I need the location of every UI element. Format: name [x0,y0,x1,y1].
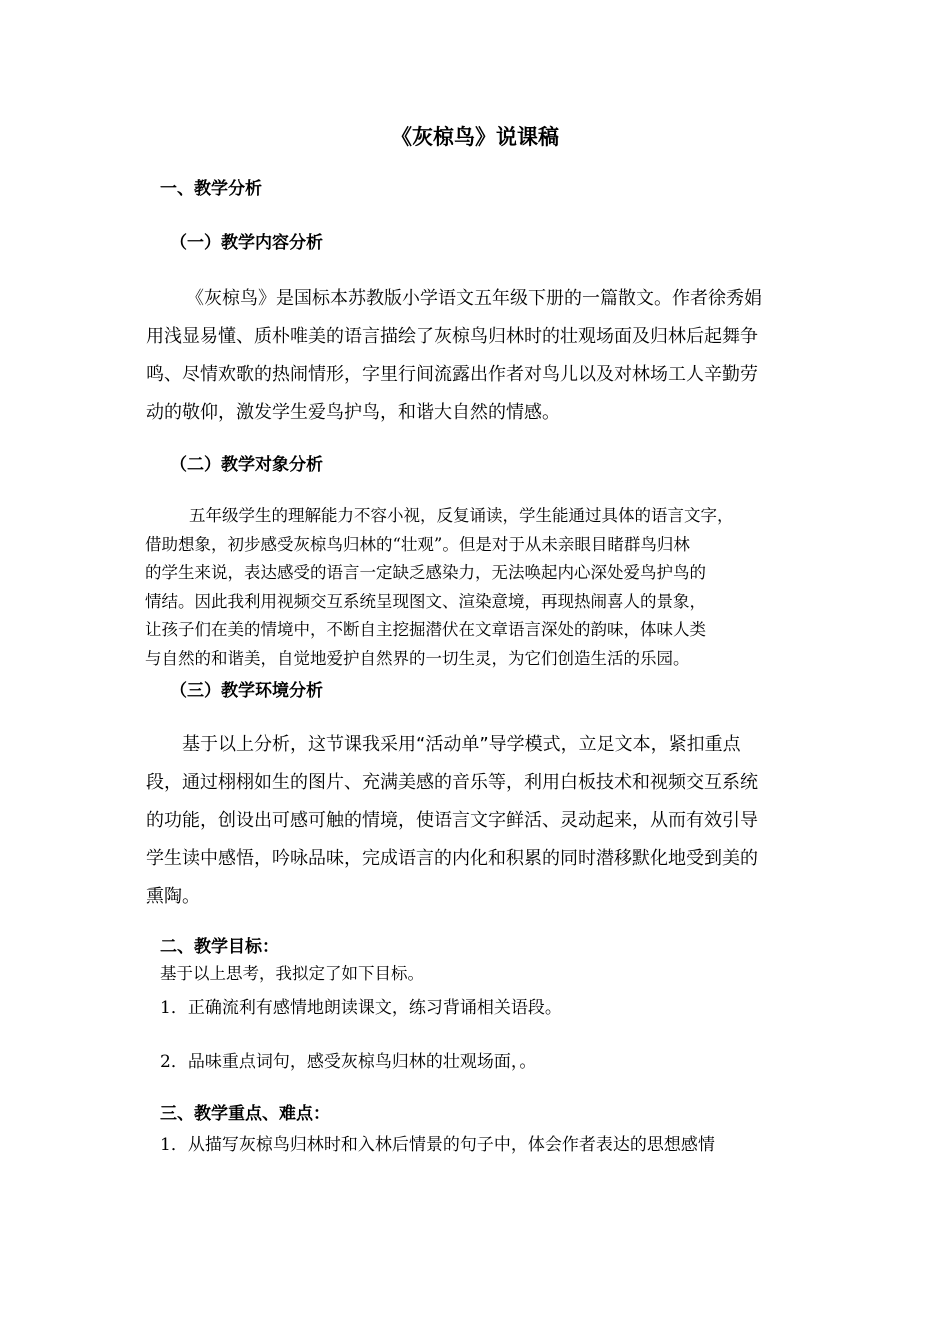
list-item-text: 品味重点词句，感受灰椋鸟归林的壮观场面，。 [187,1052,537,1072]
key-point-item-1 [160,1132,715,1158]
paragraph-line: 与自然的和谐美，自觉地爱护自然界的一切生灵，为它们创造生活的乐园。 [145,648,690,668]
paragraph-line: 鸣、尽情欢歌的热闹情形，字里行间流露出作者对鸟儿以及对林场工人辛勤劳 [146,364,758,385]
list-item-text: 从描写灰椋鸟归林时和入林后情景的句子中，体会作者表达的思想感情 [187,1135,715,1155]
list-item-text: 正确流利有感情地朗读课文，练习背诵相关语段。 [187,998,562,1018]
list-number: 1． [160,998,188,1018]
paragraph-line: 动的敬仰，激发学生爱鸟护鸟，和谐大自然的情感。 [146,402,560,423]
objective-item-1 [160,995,562,1021]
list-number: 2． [160,1052,188,1072]
paragraph-line: 基于以上分析，这节课我采用“活动单”导学模式，立足文本，紧扣重点 [182,734,741,755]
section-heading-analysis: 一、教学分析 [160,179,262,199]
paragraph-audience-analysis [145,502,734,673]
paragraph-line: 借助想象，初步感受灰椋鸟归林的“壮观”。但是对于从未亲眼目睹群鸟归林 [145,534,690,554]
paragraph-line: 让孩子们在美的情境中，不断自主挖掘潜伏在文章语言深处的韵味，体味人类 [145,620,706,639]
paragraph-line: 五年级学生的理解能力不容小视，反复诵读，学生能通过具体的语言文字， [189,506,734,525]
paragraph-line: 段，通过栩栩如生的图片、充满美感的音乐等，利用白板技术和视频交互系统 [146,772,758,793]
list-number: 1． [160,1135,188,1155]
paragraph-line: 的学生来说，表达感受的语言一定缺乏感染力，无法唤起内心深处爱鸟护鸟的 [145,563,706,582]
subsection-heading-content: （一）教学内容分析 [170,233,323,253]
paragraph-environment-analysis [146,726,758,916]
section-heading-objectives: 二、教学目标： [160,937,279,957]
paragraph-line: 用浅显易懂、质朴唯美的语言描绘了灰椋鸟归林时的壮观场面及归林后起舞争 [146,326,758,347]
paragraph-line: 熏陶。 [146,886,200,907]
objectives-intro: 基于以上思考，我拟定了如下目标。 [160,964,424,983]
paragraph-line: 学生读中感悟，吟咏品味，完成语言的内化和积累的同时潜移默化地受到美的 [146,848,758,869]
document-title: 《灰椋鸟》说课稿 [391,125,559,149]
objective-item-2 [160,1049,536,1075]
subsection-heading-environment: （三）教学环境分析 [170,681,323,701]
paragraph-line: 《灰椋鸟》是国标本苏教版小学语文五年级下册的一篇散文。作者徐秀娟 [186,288,762,309]
subsection-heading-audience: （二）教学对象分析 [170,455,323,475]
paragraph-line: 情结。因此我利用视频交互系统呈现图文、渲染意境，再现热闹喜人的景象， [145,591,706,611]
section-heading-key-points: 三、教学重点、难点： [160,1104,330,1124]
paragraph-line: 的功能，创设出可感可触的情境，使语言文字鲜活、灵动起来，从而有效引导 [146,810,758,831]
paragraph-content-analysis [146,280,762,432]
